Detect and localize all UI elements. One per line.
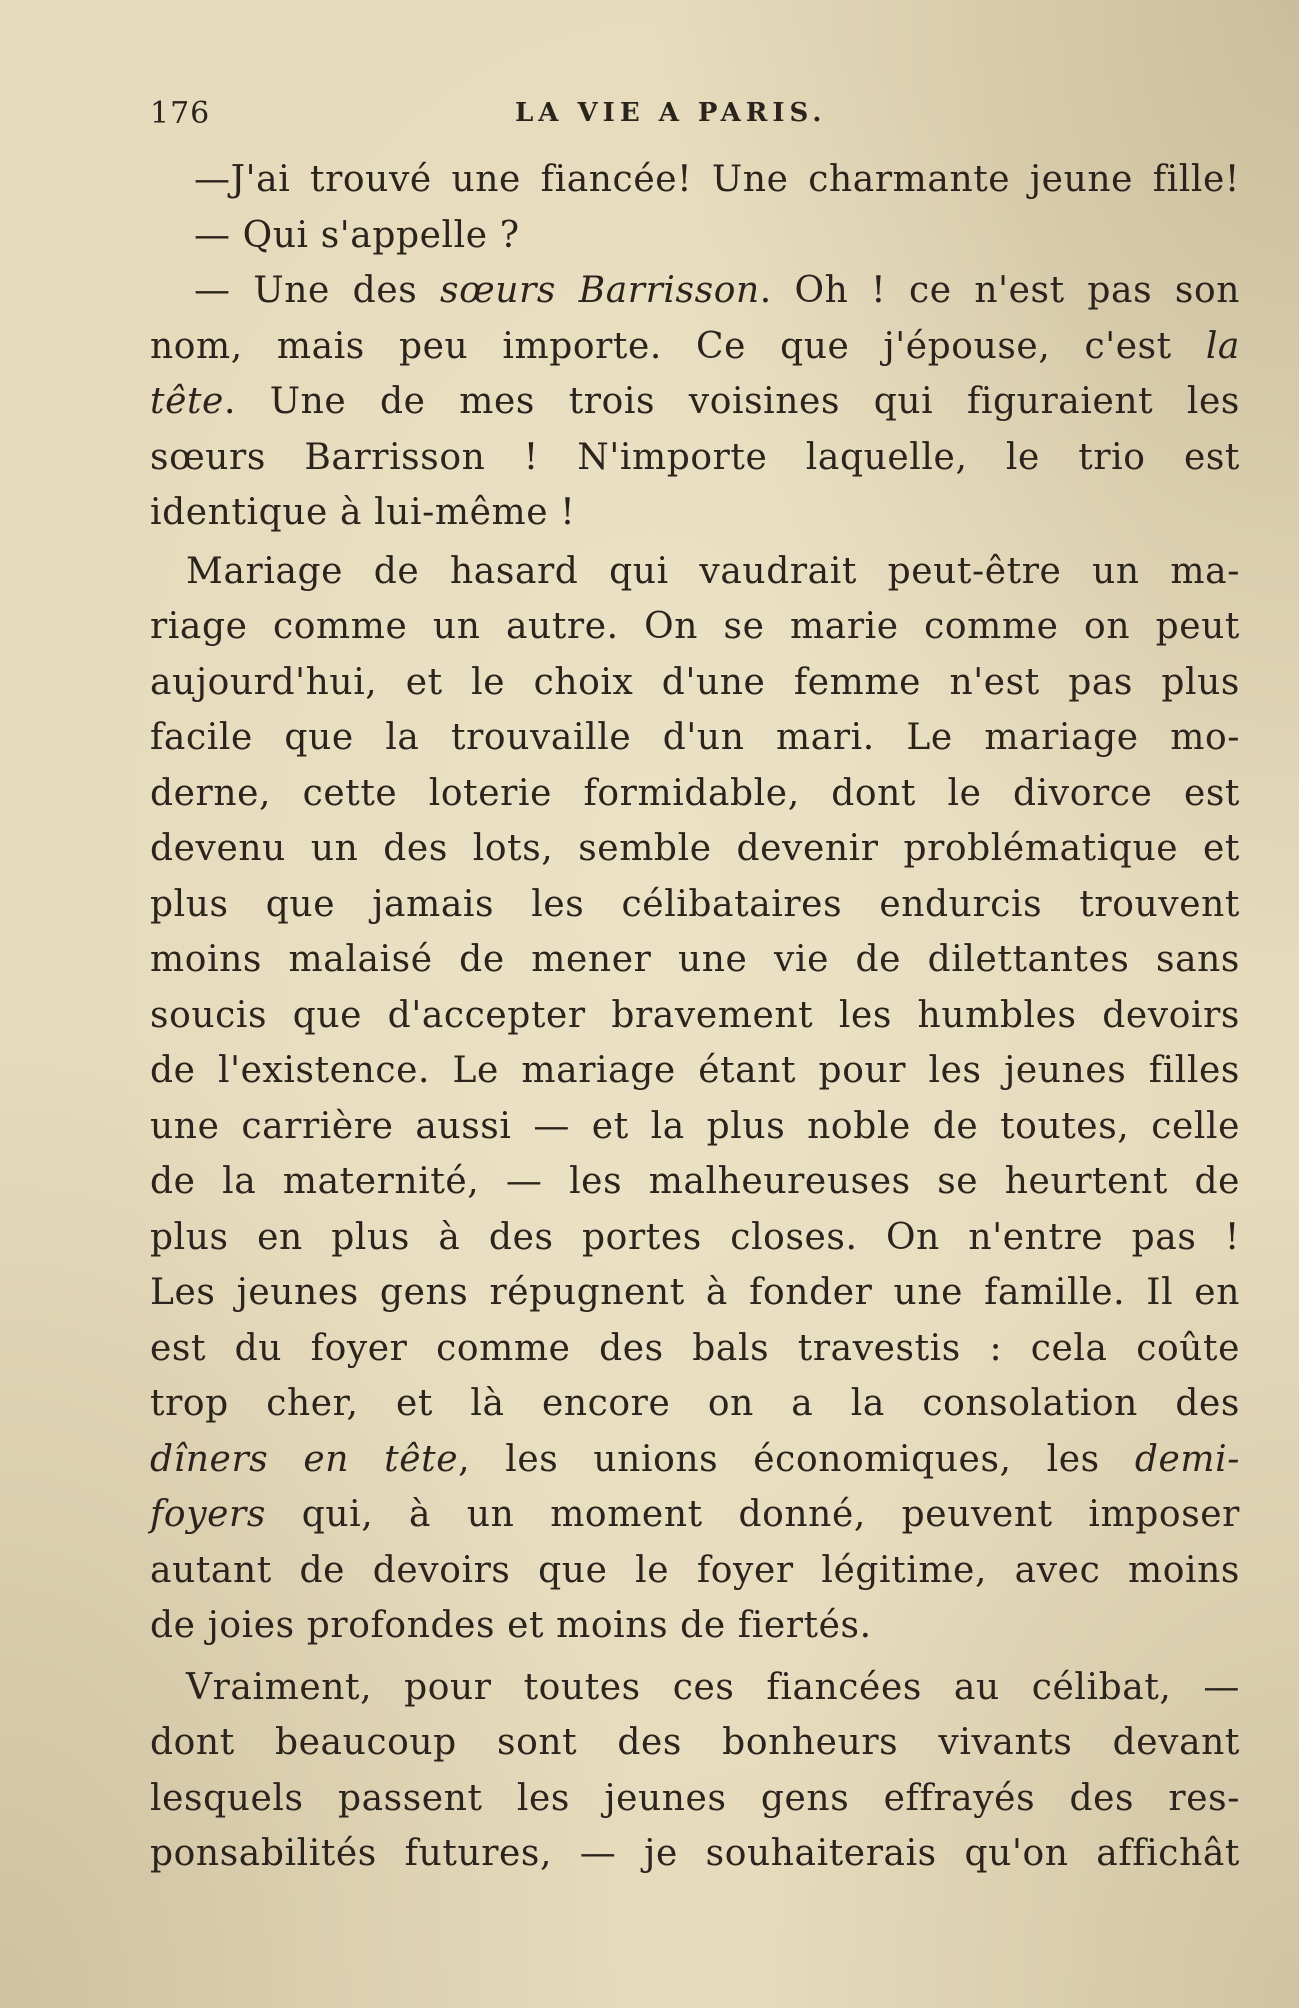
italic-phrase: la [1205,325,1240,367]
running-title: LA VIE A PARIS. [515,98,827,128]
running-head [150,96,1250,136]
italic-phrase: foyers [150,1494,266,1535]
text-line: plus en plus à des portes closes. On n'entre pas ! [150,1216,1240,1258]
text-line: soucis que d'accepter bravement les humbles devoirs [150,994,1240,1036]
text-line: dont beaucoup sont des bonheurs vivants devant [150,1722,1240,1763]
text-line: plus que jamais les célibataires endurcis trouvent [150,883,1240,925]
text-line: devenu un des lots, semble devenir problématique et [150,828,1240,869]
text-line: sœurs Barrisson ! N'importe laquelle, le trio est [150,436,1240,478]
italic-phrase: demi- [1134,1438,1240,1480]
text-line: Mariage de hasard qui vaudrait peut-être un ma- [186,550,1240,592]
text-line: dîners en tête, les unions économiques, les demi- [150,1438,1240,1480]
italic-phrase: dîners en tête [150,1438,459,1480]
text-line: — Une des sœurs Barrisson. Oh ! ce n'est pas son [194,270,1241,311]
page-number: 176 [150,96,211,131]
text-line: lesquels passent les jeunes gens effrayés des res- [150,1777,1240,1819]
text-line: de joies profondes et moins de fiertés. [150,1605,872,1646]
text-line: aujourd'hui, et le choix d'une femme n'est pas plus [150,661,1240,703]
text-line: tête. Une de mes trois voisines qui figuraient les [150,381,1240,422]
italic-phrase: tête [150,381,224,422]
text-line: de l'existence. Le mariage étant pour les jeunes filles [150,1050,1240,1091]
text-line: ponsabilités futures, — je souhaiterais qu'on affichât [150,1833,1240,1874]
text-line: derne, cette loterie formidable, dont le divorce est [150,772,1240,814]
text-line: riage comme un autre. On se marie comme on peut [150,606,1240,647]
text-line: — Qui s'appelle ? [194,214,520,256]
text-line: —J'ai trouvé une fiancée! Une charmante jeune fille! [194,159,1240,200]
text-line: Les jeunes gens répugnent à fonder une famille. Il en [150,1272,1240,1313]
text-line: autant de devoirs que le foyer légitime, avec moins [150,1549,1240,1591]
text-line: est du foyer comme des bals travestis : cela coûte [150,1327,1240,1369]
text-line: foyers qui, à un moment donné, peuvent imposer [150,1494,1240,1535]
text-line: trop cher, et là encore on a la consolation des [150,1383,1240,1424]
text-line: moins malaisé de mener une vie de dilettantes sans [150,939,1240,980]
text-line: de la maternité, — les malheureuses se heurtent de [150,1161,1240,1202]
text-line: identique à lui-même ! [150,492,576,533]
text-line: une carrière aussi — et la plus noble de toutes, celle [150,1105,1240,1147]
italic-phrase: sœurs Barrisson [440,270,760,311]
body-text [150,152,1240,1882]
text-line: facile que la trouvaille d'un mari. Le mariage mo- [150,717,1240,758]
text-line: nom, mais peu importe. Ce que j'épouse, c'est la [150,325,1240,367]
text-line: Vraiment, pour toutes ces fiancées au célibat, — [186,1666,1240,1708]
